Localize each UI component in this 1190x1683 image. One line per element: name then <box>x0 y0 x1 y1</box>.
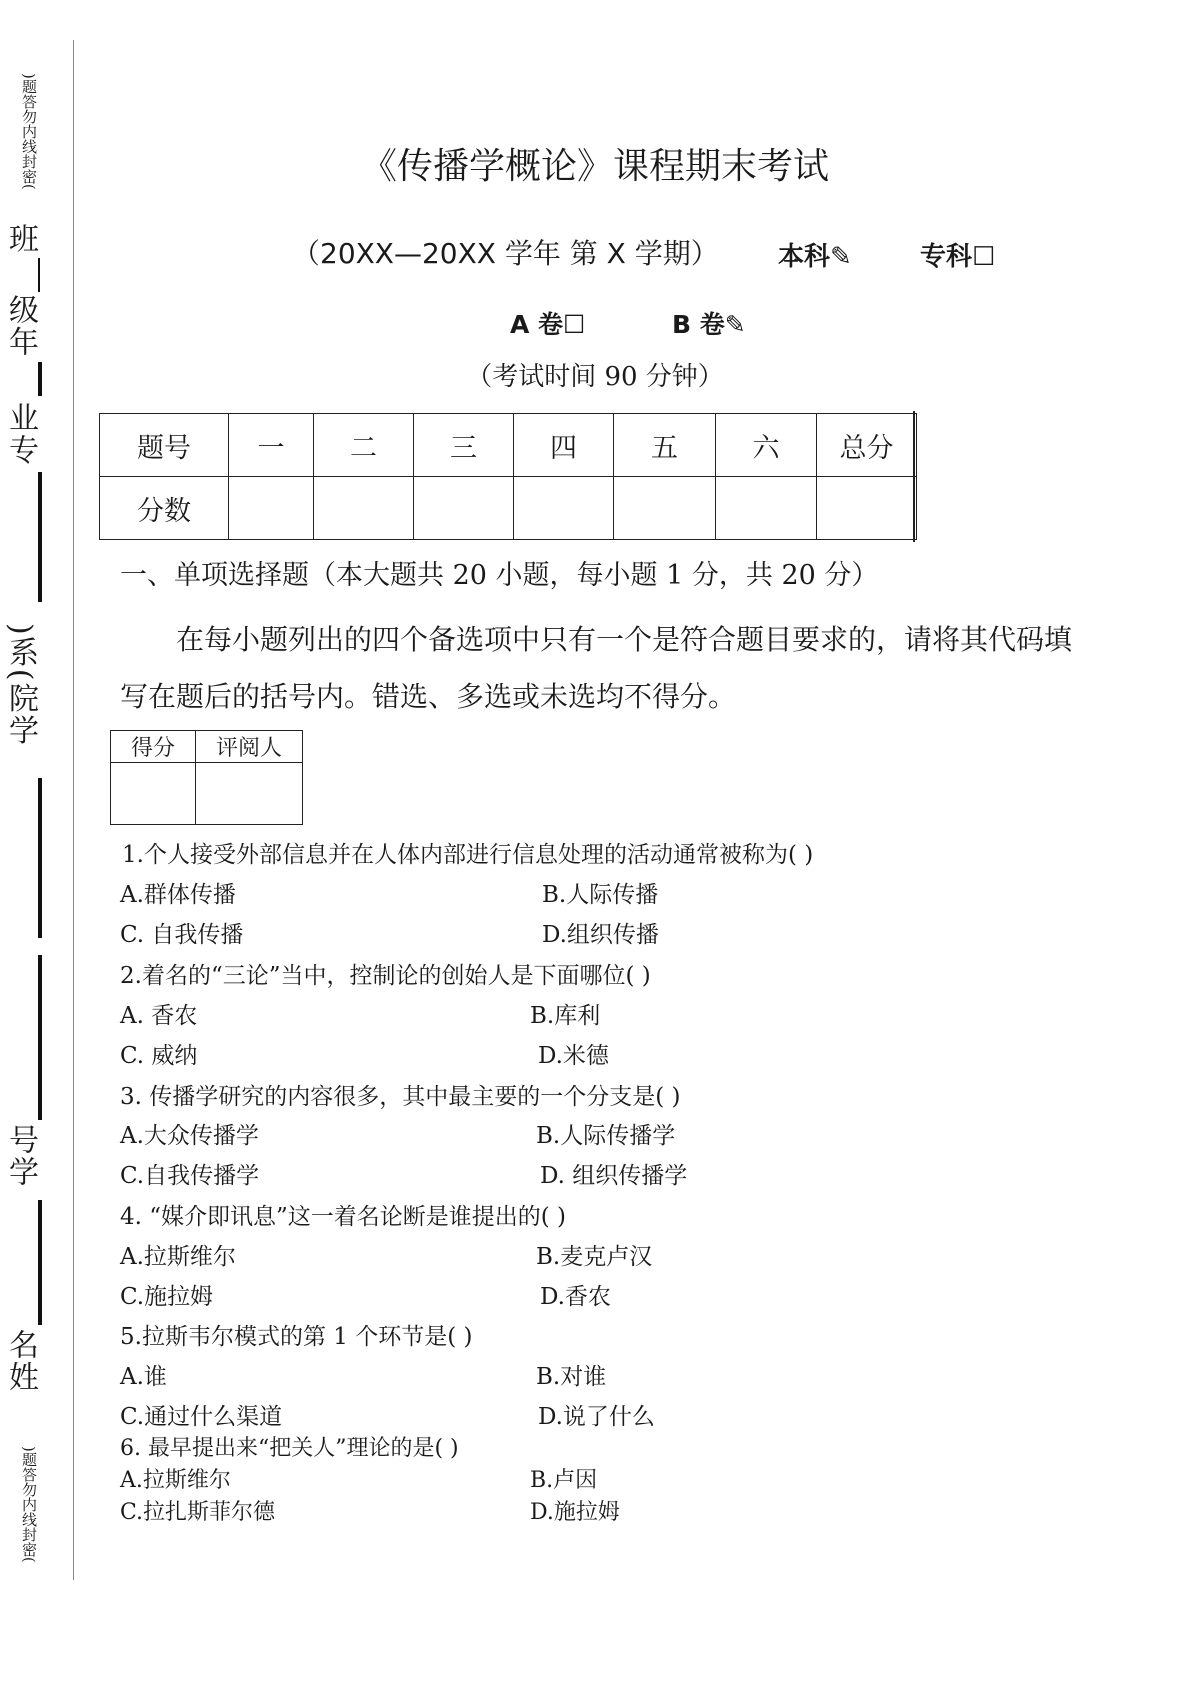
binding-class-label-b: 级年 <box>3 294 38 358</box>
question-option: D.组织传播 <box>542 922 659 948</box>
score-header-cell: 四 <box>514 414 614 477</box>
binding-dept-label: )系(院学 <box>3 623 38 747</box>
score-header-row <box>100 414 917 477</box>
binding-field-line <box>38 258 40 292</box>
binding-note-bottom: )题答勿内线封密( <box>20 1445 38 1563</box>
binding-field-line <box>38 472 42 602</box>
exam-time: （考试时间 90 分钟） <box>466 362 724 392</box>
question-option: B.人际传播 <box>542 882 659 908</box>
paper-b: B 卷✎ <box>672 310 746 339</box>
exam-term: （20XX—20XX 学年 第 X 学期） <box>292 237 719 270</box>
binding-line <box>73 40 74 1580</box>
section-instructions-2: 写在题后的括号内。错选、多选或未选均不得分。 <box>120 680 737 713</box>
question-option: A.大众传播学 <box>120 1123 259 1149</box>
question-option: C.自我传播学 <box>120 1163 260 1189</box>
question-stem: 1.个人接受外部信息并在人体内部进行信息处理的活动通常被称为( ) <box>122 842 814 868</box>
score-header-cell: 一 <box>229 414 314 477</box>
binding-name-label: 名姓 <box>3 1329 38 1393</box>
score-cell[interactable] <box>514 477 614 540</box>
score-header-cell: 总分 <box>817 414 917 477</box>
question-option: B.库利 <box>530 1003 601 1029</box>
exam-title: 《传播学概论》课程期末考试 <box>360 146 829 187</box>
question-option: A.拉斯维尔 <box>120 1244 236 1270</box>
question-option: B.对谁 <box>536 1364 607 1390</box>
score-row-label: 分数 <box>100 477 229 540</box>
section-instructions-1: 在每小题列出的四个备选项中只有一个是符合题目要求的，请将其代码填 <box>176 623 1073 656</box>
binding-field-line <box>38 1200 42 1325</box>
score-header-cell: 五 <box>614 414 716 477</box>
question-stem: 2.着名的“三论”当中，控制论的创始人是下面哪位( ) <box>120 963 651 989</box>
binding-class-label-a: 班 <box>3 223 38 255</box>
question-option: C.施拉姆 <box>120 1284 214 1310</box>
score-table-double-border <box>913 411 915 542</box>
question-option: D.香农 <box>540 1284 611 1310</box>
question-stem: 4. “媒介即讯息”这一着名论断是谁提出的( ) <box>120 1204 567 1230</box>
question-option: B.麦克卢汉 <box>536 1244 653 1270</box>
grader-table <box>110 730 303 825</box>
binding-id-label: 号学 <box>3 1124 38 1188</box>
score-cell[interactable] <box>614 477 716 540</box>
question-option: B.卢因 <box>530 1468 598 1493</box>
question-option: A.谁 <box>120 1364 167 1390</box>
grader-score-cell[interactable] <box>111 763 196 825</box>
question-option: C.通过什么渠道 <box>120 1404 283 1430</box>
paper-a: A 卷☐ <box>510 310 586 339</box>
question-option: C. 自我传播 <box>120 922 244 948</box>
score-cell[interactable] <box>314 477 414 540</box>
question-stem: 5.拉斯韦尔模式的第 1 个环节是( ) <box>120 1324 473 1350</box>
score-cell[interactable] <box>414 477 514 540</box>
question-option: A.群体传播 <box>120 882 236 908</box>
grader-reviewer-label: 评阅人 <box>196 731 303 763</box>
question-option: C. 威纳 <box>120 1043 198 1069</box>
question-option: B.人际传播学 <box>536 1123 676 1149</box>
level-college: 专科☐ <box>920 242 996 272</box>
question-option: A.拉斯维尔 <box>120 1468 231 1493</box>
score-table <box>99 413 917 540</box>
score-header-cell: 题号 <box>100 414 229 477</box>
score-cell[interactable] <box>817 477 917 540</box>
question-stem: 6. 最早提出来“把关人”理论的是( ) <box>120 1436 459 1461</box>
grader-score-label: 得分 <box>111 731 196 763</box>
level-undergrad: 本科✎ <box>778 242 852 272</box>
score-header-cell: 二 <box>314 414 414 477</box>
grader-reviewer-cell[interactable] <box>196 763 303 825</box>
score-header-cell: 六 <box>716 414 817 477</box>
score-header-cell: 三 <box>414 414 514 477</box>
binding-note-top: )题答勿内线封密( <box>20 72 38 190</box>
score-value-row <box>100 477 917 540</box>
question-option: D.施拉姆 <box>530 1500 620 1525</box>
question-option: C.拉扎斯菲尔德 <box>120 1500 276 1525</box>
question-option: D.米德 <box>538 1043 609 1069</box>
question-stem: 3. 传播学研究的内容很多，其中最主要的一个分支是( ) <box>120 1084 681 1110</box>
question-option: D.说了什么 <box>538 1404 655 1430</box>
section-title: 一、单项选择题（本大题共 20 小题，每小题 1 分，共 20 分） <box>120 560 879 591</box>
score-cell[interactable] <box>716 477 817 540</box>
question-option: A. 香农 <box>120 1003 198 1029</box>
score-cell[interactable] <box>229 477 314 540</box>
binding-field-line <box>38 955 42 1120</box>
question-option: D. 组织传播学 <box>540 1163 688 1189</box>
binding-field-line <box>38 778 42 938</box>
binding-major-label: 业专 <box>3 402 38 466</box>
